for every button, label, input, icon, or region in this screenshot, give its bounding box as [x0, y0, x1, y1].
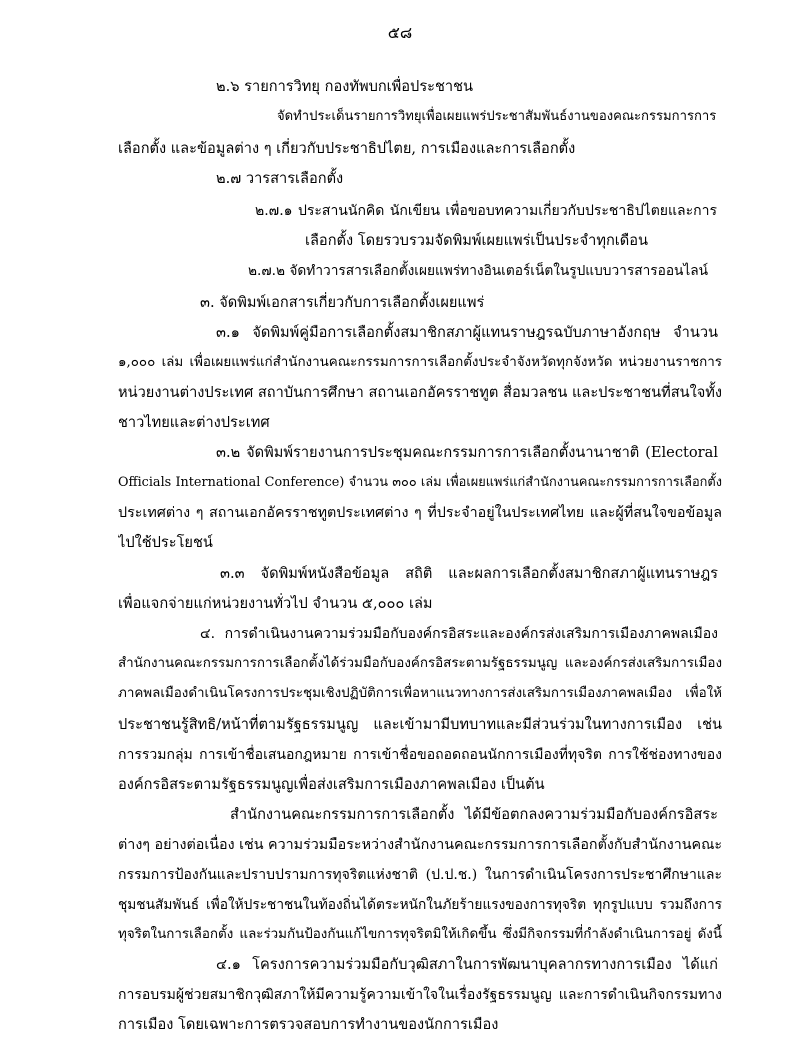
text-line: ๓. จัดพิมพ์เอกสารเกี่ยวกับการเลือกตั้งเผยแพร่: [200, 294, 485, 311]
page-number: ๕๘: [387, 23, 413, 42]
text-line: ประชาชนรู้สิทธิ/หน้าที่ตามรัฐธรรมนูญ และเข้ามามีบทบาทและมีส่วนร่วมในทางการเมือง เช่น: [118, 716, 722, 733]
text-line: ๓.๒ จัดพิมพ์รายงานการประชุมคณะกรรมการการเลือกตั้งนานาชาติ (Electoral: [216, 444, 718, 461]
text-line: ไปใช้ประโยชน์: [118, 534, 213, 551]
text-line: ๓.๓ จัดพิมพ์หนังสือข้อมูล สถิติ และผลการเลือกตั้งสมาชิกสภาผู้แทนราษฎร: [220, 565, 718, 582]
text-line: เพื่อแจกจ่ายแก่หน่วยงานทั่วไป จำนวน ๕,๐๐๐ เล่ม: [118, 595, 433, 612]
text-line: ภาคพลเมืองดำเนินโครงการประชุมเชิงปฏิบัติการเพื่อหาแนวทางการส่งเสริมการเมืองภาคพลเมือง เพื่อให้: [118, 686, 722, 701]
text-line: Officials International Conference) จำนวน ๓๐๐ เล่ม เพื่อเผยแพร่แก่สำนักงานคณะกรรมการการเลือกตั้ง: [118, 475, 722, 490]
text-line: ๒.๖ รายการวิทยุ กองทัพบกเพื่อประชาชน: [216, 78, 473, 95]
text-line: ๒.๗ วารสารเลือกตั้ง: [216, 170, 344, 187]
text-line: สำนักงานคณะกรรมการการเลือกตั้ง ได้มีข้อตกลงความร่วมมือกับองค์กรอิสระ: [230, 806, 718, 823]
text-line: หน่วยงานต่างประเทศ สถาบันการศึกษา สถานเอกอัครราชทูต สื่อมวลชน และประชาชนที่สนใจทั้ง: [118, 384, 722, 401]
text-line: เลือกตั้ง โดยรวบรวมจัดพิมพ์เผยแพร่เป็นประจำทุกเดือน: [305, 232, 649, 249]
text-line: ๑,๐๐๐ เล่ม เพื่อเผยแพร่แก่สำนักงานคณะกรรมการการเลือกตั้งประจำจังหวัดทุกจังหวัด หน่วยงานราชการ: [118, 355, 722, 370]
text-line: องค์กรอิสระตามรัฐธรรมนูญเพื่อส่งเสริมการเมืองภาคพลเมือง เป็นต้น: [118, 776, 545, 793]
text-line: ชุมชนสัมพันธ์ เพื่อให้ประชาชนในท้องถิ่นได้ตระหนักในภัยร้ายแรงของการทุจริต ทุกรูปแบบ รวมถึงการ: [118, 897, 722, 913]
text-line: ทุจริตในการเลือกตั้ง และร่วมกันป้องกันแก้ไขการทุจริตมิให้เกิดขึ้น ซึ่งมีกิจกรรมที่กำลังดำเนินการอยู่ ดังนี้: [118, 927, 722, 942]
text-line: การอบรมผู้ช่วยสมาชิกวุฒิสภาให้มีความรู้ความเข้าใจในเรื่องรัฐธรรมนูญ และการดำเนินกิจกรรมทาง: [118, 987, 722, 1003]
text-line: ต่างๆ อย่างต่อเนื่อง เช่น ความร่วมมือระหว่างสำนักงานคณะกรรมการการเลือกตั้งกับสำนักงานคณะ: [118, 837, 722, 853]
text-line: ชาวไทยและต่างประเทศ: [118, 414, 270, 431]
text-line: เลือกตั้ง และข้อมูลต่าง ๆ เกี่ยวกับประชาธิปไตย, การเมืองและการเลือกตั้ง: [118, 140, 576, 157]
text-line: ๔. การดำเนินงานความร่วมมือกับองค์กรอิสระและองค์กรส่งเสริมการเมืองภาคพลเมือง: [200, 626, 718, 642]
text-line: ๒.๗.๑ ประสานนักคิด นักเขียน เพื่อขอบทความเกี่ยวกับประชาธิปไตยและการ: [255, 203, 717, 219]
text-line: กรรมการป้องกันและปราบปรามการทุจริตแห่งชาติ (ป.ป.ช.) ในการดำเนินโครงการประชาศึกษาและ: [118, 867, 722, 883]
text-line: ๓.๑ จัดพิมพ์คู่มือการเลือกตั้งสมาชิกสภาผู้แทนราษฎรฉบับภาษาอังกฤษ จำนวน: [216, 324, 718, 341]
text-line: จัดทำประเด็นรายการวิทยุเพื่อเผยแพร่ประชาสัมพันธ์งานของคณะกรรมการการ: [277, 109, 717, 124]
text-line: สำนักงานคณะกรรมการการเลือกตั้งได้ร่วมมือกับองค์กรอิสระตามรัฐธรรมนูญ และองค์กรส่งเสริมการเมือง: [118, 656, 722, 671]
text-line: การรวมกลุ่ม การเข้าชื่อเสนอกฎหมาย การเข้าชื่อขอถอดถอนนักการเมืองที่ทุจริต การใช้ช่องทางของ: [118, 747, 722, 763]
text-line: ๔.๑ โครงการความร่วมมือกับวุฒิสภาในการพัฒนาบุคลากรทางการเมือง ได้แก่: [216, 956, 718, 973]
text-line: ๒.๗.๒ จัดทำวารสารเลือกตั้งเผยแพร่ทางอินเตอร์เน็ตในรูปแบบวารสารออนไลน์: [248, 263, 709, 279]
text-line: ประเทศต่าง ๆ สถานเอกอัครราชทูตประเทศต่าง ๆ ที่ประจำอยู่ในประเทศไทย และผู้ที่สนใจขอข้อมูล: [118, 505, 722, 521]
text-line: การเมือง โดยเฉพาะการตรวจสอบการทำงานของนักการเมือง: [118, 1016, 499, 1033]
